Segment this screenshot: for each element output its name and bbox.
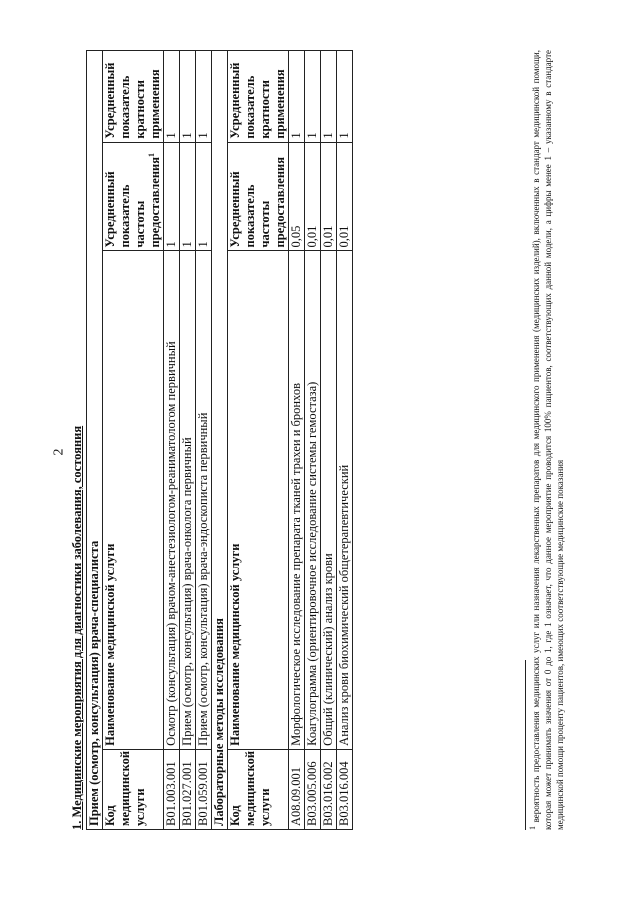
service-frequency: 0,05 [289,142,305,251]
header-multiplicity: Усредненный показатель кратности применения [228,51,289,143]
footnote-marker: 1 [528,826,537,830]
header-code: Код медицинской услуги [228,749,289,829]
service-name: Анализ крови биохимический общетерапевтический [337,251,353,749]
table-row [196,51,212,830]
service-name: Прием (осмотр, консультация) врача-эндоскописта первичный [196,251,212,749]
footnote-block [525,50,566,830]
header-multiplicity: Усредненный показатель кратности применения [103,51,164,143]
table-header-row [228,51,289,830]
service-frequency: 1 [164,142,180,251]
service-multiplicity: 1 [180,51,196,143]
header-frequency: Усредненный показатель частоты предоставления [228,142,289,251]
subsection-consult: Прием (осмотр, консультация) врача-специалиста [87,51,103,830]
subsection-lab: Лабораторные методы исследования [212,51,228,830]
consult-table [86,50,353,830]
header-code: Код медицинской услуги [103,749,164,829]
table-header-row [103,51,164,830]
header-name: Наименование медицинской услуги [228,251,289,749]
footnote-ref: 1 [146,152,156,157]
service-name: Прием (осмотр, консультация) врача-онколога первичный [180,251,196,749]
service-multiplicity: 1 [321,51,337,143]
service-name: Коагулограмма (ориентировочное исследование системы гемостаза) [305,251,321,749]
header-name: Наименование медицинской услуги [103,251,164,749]
service-multiplicity: 1 [305,51,321,143]
service-code: A08.09.001 [289,749,305,829]
service-frequency: 1 [196,142,212,251]
service-multiplicity: 1 [196,51,212,143]
service-multiplicity: 1 [164,51,180,143]
table-row [337,51,353,830]
service-code: B01.003.001 [164,749,180,829]
service-code: B03.005.006 [305,749,321,829]
service-frequency: 0,01 [321,142,337,251]
standard-table-block [70,50,353,830]
service-code: B03.016.002 [321,749,337,829]
table-row [164,51,180,830]
service-code: B01.027.001 [180,749,196,829]
service-name: Осмотр (консультация) врачом-анестезиологом-реаниматологом первичный [164,251,180,749]
service-frequency: 1 [180,142,196,251]
service-code: B03.016.004 [337,749,353,829]
section-title: 1. Медицинские мероприятия для диагностики заболевания, состояния [70,425,84,830]
table-row [289,51,305,830]
footnote-divider [525,660,526,830]
service-multiplicity: 1 [289,51,305,143]
table-row [305,51,321,830]
service-frequency: 0,01 [337,142,353,251]
table-row [180,51,196,830]
footnote-text: $^1$ вероятность предоставления медицинских услуг или назначения лекарственных препаратов для медицинского применения (медицинских изделий), включенных в стандарт медицинской помощи, которая может принимать значения от 0 до 1, где 1 означает, что данное мероприятие проводится 100% пациентов, соответствующих данной модели, а цифры менее 1 – указанному в стандарте медицинской помощи проценту пациентов, имеющих соответствующие медицинские показания [528,50,565,830]
page-number: 2 [51,448,67,456]
service-name: Общий (клинический) анализ крови [321,251,337,749]
service-multiplicity: 1 [337,51,353,143]
service-code: B01.059.001 [196,749,212,829]
header-frequency: Усредненный показатель частоты предоставления$^1$ [103,142,164,251]
service-frequency: 0,01 [305,142,321,251]
service-name: Морфологическое исследование препарата тканей трахеи и бронхов [289,251,305,749]
table-row [321,51,337,830]
